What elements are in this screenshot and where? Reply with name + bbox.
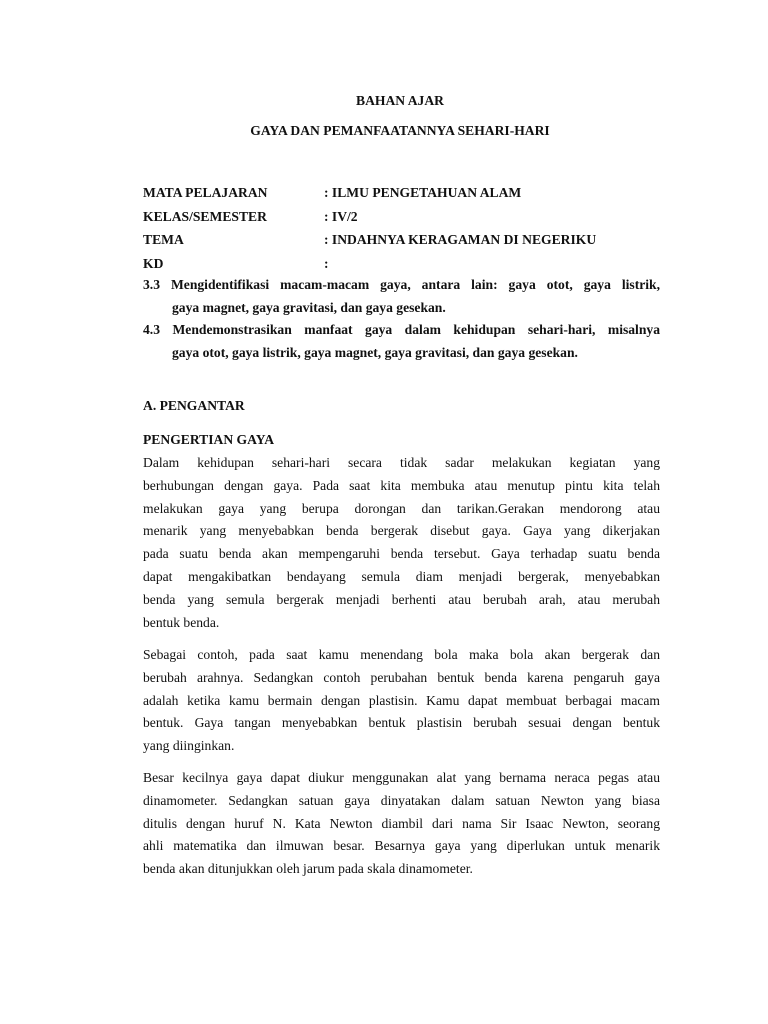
paragraph-line: Dalam kehidupan sehari-hari secara tidak sadar melakukan kegiatan yang bbox=[143, 455, 660, 470]
kd-line: 4.3 Mendemonstrasikan manfaat gaya dalam kehidupan sehari-hari, misalnya bbox=[143, 322, 660, 337]
meta-value: : INDAHNYA KERAGAMAN DI NEGERIKU bbox=[324, 232, 597, 247]
meta-label: TEMA bbox=[143, 232, 184, 247]
paragraph-line: bentuk benda. bbox=[143, 614, 220, 630]
paragraph-line: ahli matematika dan ilmuwan besar. Besarnya gaya yang diperlukan untuk menarik bbox=[143, 838, 660, 854]
section-heading: A. PENGANTAR bbox=[143, 398, 245, 413]
paragraph-line: Sebagai contoh, pada saat kamu menendang bola maka bola akan bergerak dan bbox=[143, 647, 660, 662]
paragraph-line: yang diinginkan. bbox=[143, 738, 235, 754]
meta-value: : IV/2 bbox=[324, 208, 358, 224]
document-subtitle: GAYA DAN PEMANFAATANNYA SEHARI-HARI bbox=[250, 123, 550, 138]
paragraph-line: dinamometer. Sedangkan satuan gaya dinyatakan dalam satuan Newton yang biasa bbox=[143, 792, 660, 808]
paragraph-line: benda akan ditunjukkan oleh jarum pada skala dinamometer. bbox=[143, 861, 473, 877]
paragraph-line: Besar kecilnya gaya dapat diukur menggunakan alat yang bernama neraca pegas atau bbox=[143, 770, 660, 785]
paragraph-line: benda yang semula bergerak menjadi berhenti atau berubah arah, atau merubah bbox=[143, 591, 660, 607]
paragraph-line: berubah arahnya. Sedangkan contoh perubahan bentuk benda karena pengaruh gaya bbox=[143, 669, 660, 685]
kd-line: gaya otot, gaya listrik, gaya magnet, gaya gravitasi, dan gaya gesekan. bbox=[172, 344, 578, 360]
paragraph-line: dapat mengakibatkan bendayang semula diam menjadi bergerak, menyebabkan bbox=[143, 569, 660, 584]
paragraph-line: menarik yang menyebabkan benda bergerak disebut gaya. Gaya yang dikerjakan bbox=[143, 523, 660, 539]
paragraph-line: pada suatu benda akan mempengaruhi benda tersebut. Gaya terhadap suatu benda bbox=[143, 546, 660, 562]
paragraph-line: bentuk. Gaya tangan menyebabkan bentuk plastisin berubah sesuai dengan bentuk bbox=[143, 715, 660, 731]
subsection-heading: PENGERTIAN GAYA bbox=[143, 432, 275, 447]
meta-label: KELAS/SEMESTER bbox=[143, 208, 267, 224]
meta-label: MATA PELAJARAN bbox=[143, 185, 268, 200]
paragraph-line: melakukan gaya yang berupa dorongan dan tarikan.Gerakan mendorong atau bbox=[143, 500, 660, 516]
paragraph-line: adalah ketika kamu bermain dengan plastisin. Kamu dapat membuat berbagai macam bbox=[143, 692, 660, 708]
paragraph-line: ditulis dengan huruf N. Kata Newton diambil dari nama Sir Isaac Newton, seorang bbox=[143, 815, 660, 831]
meta-value: : ILMU PENGETAHUAN ALAM bbox=[324, 185, 522, 200]
document-title: BAHAN AJAR bbox=[356, 93, 444, 108]
meta-value: : bbox=[324, 255, 329, 271]
paragraph-line: berhubungan dengan gaya. Pada saat kita membuka atau menutup pintu kita telah bbox=[143, 477, 660, 493]
meta-label: KD bbox=[143, 255, 164, 271]
kd-line: 3.3 Mengidentifikasi macam-macam gaya, antara lain: gaya otot, gaya listrik, bbox=[143, 277, 660, 292]
kd-line: gaya magnet, gaya gravitasi, dan gaya gesekan. bbox=[172, 299, 446, 315]
